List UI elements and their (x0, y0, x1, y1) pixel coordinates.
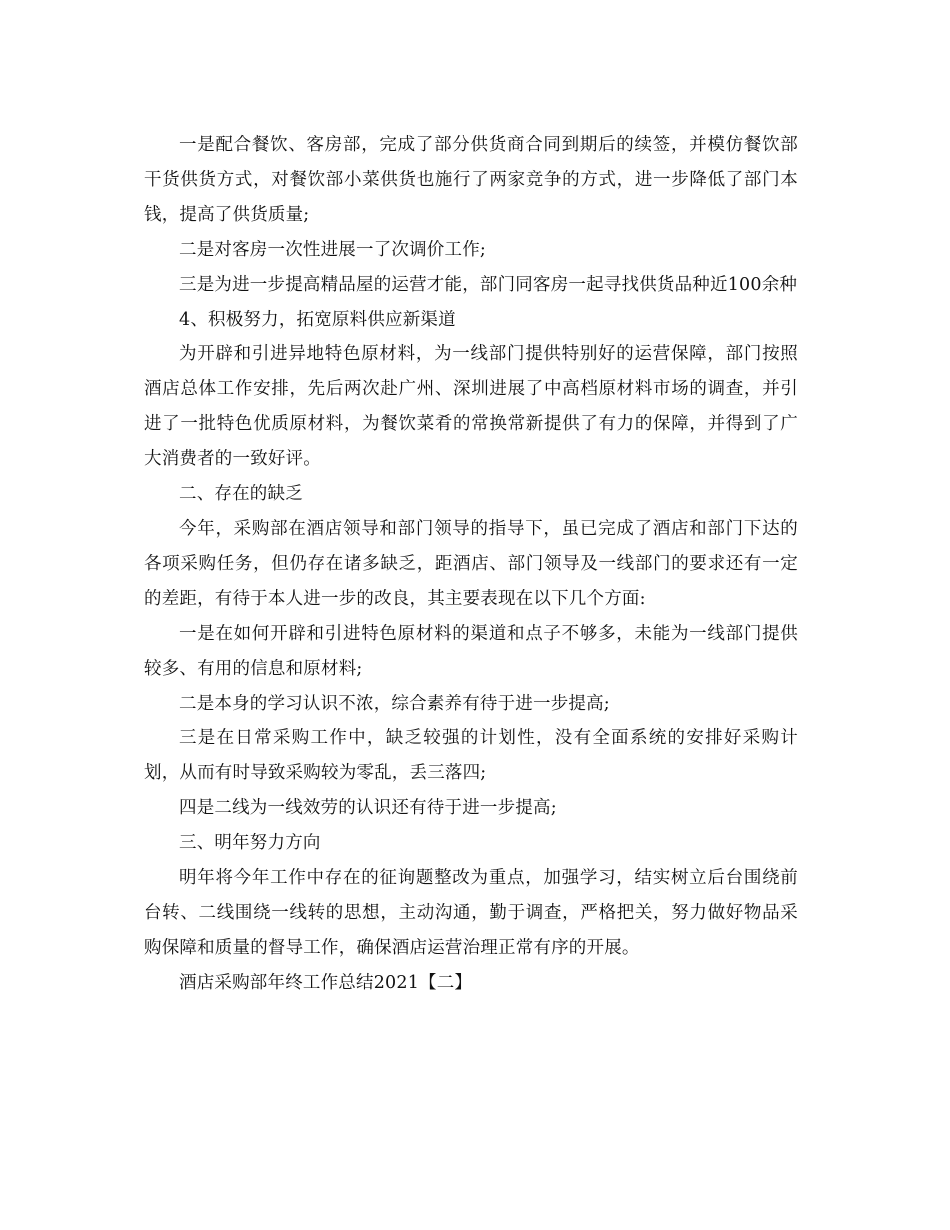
paragraph-8: 一是在如何开辟和引进特色原材料的渠道和点子不够多，未能为一线部门提供较多、有用的信息和原材料; (144, 623, 798, 679)
paragraph-13: 明年将今年工作中存在的征询题整改为重点，加强学习，结实树立后台围绕前台转、二线围绕一线转的思想，主动沟通，勤于调查，严格把关，努力做好物品采购保障和质量的督导工作，确保酒店运营治理正常有序的开展。 (144, 868, 798, 958)
section-heading-4: 4、积极努力，拓宽原料供应新渠道 (179, 309, 456, 330)
document-subtitle: 酒店采购部年终工作总结2021【二】 (179, 972, 473, 993)
paragraph-9: 二是本身的学习认识不浓，综合素养有待于进一步提高; (179, 693, 610, 714)
paragraph-11: 四是二线为一线效劳的认识还有待于进一步提高; (179, 798, 557, 819)
section-heading-next-year: 三、明年努力方向 (179, 833, 321, 854)
paragraph-10: 三是在日常采购工作中，缺乏较强的计划性，没有全面系统的安排好采购计划，从而有时导致采购较为零乱，丢三落四; (144, 728, 798, 784)
paragraph-2: 二是对客房一次性进展一了次调价工作; (179, 239, 486, 260)
paragraph-3: 三是为进一步提高精品屋的运营才能，部门同客房一起寻找供货品种近100余种 (179, 274, 798, 295)
section-heading-shortcomings: 二、存在的缺乏 (179, 484, 303, 505)
paragraph-5: 为开辟和引进异地特色原材料，为一线部门提供特别好的运营保障，部门按照酒店总体工作安排，先后两次赴广州、深圳进展了中高档原材料市场的调查，并引进了一批特色优质原材料，为餐饮菜肴的常换常新提供了有力的保障，并得到了广大消费者的一致好评。 (144, 344, 798, 470)
paragraph-1: 一是配合餐饮、客房部，完成了部分供货商合同到期后的续签，并模仿餐饮部干货供货方式，对餐饮部小菜供货也施行了两家竞争的方式，进一步降低了部门本钱，提高了供货质量; (144, 135, 798, 225)
document-body (144, 128, 798, 1001)
paragraph-7: 今年，采购部在酒店领导和部门领导的指导下，虽已完成了酒店和部门下达的各项采购任务，但仍存在诸多缺乏，距酒店、部门领导及一线部门的要求还有一定的差距，有待于本人进一步的改良，其主要表现在以下几个方面: (144, 518, 798, 609)
